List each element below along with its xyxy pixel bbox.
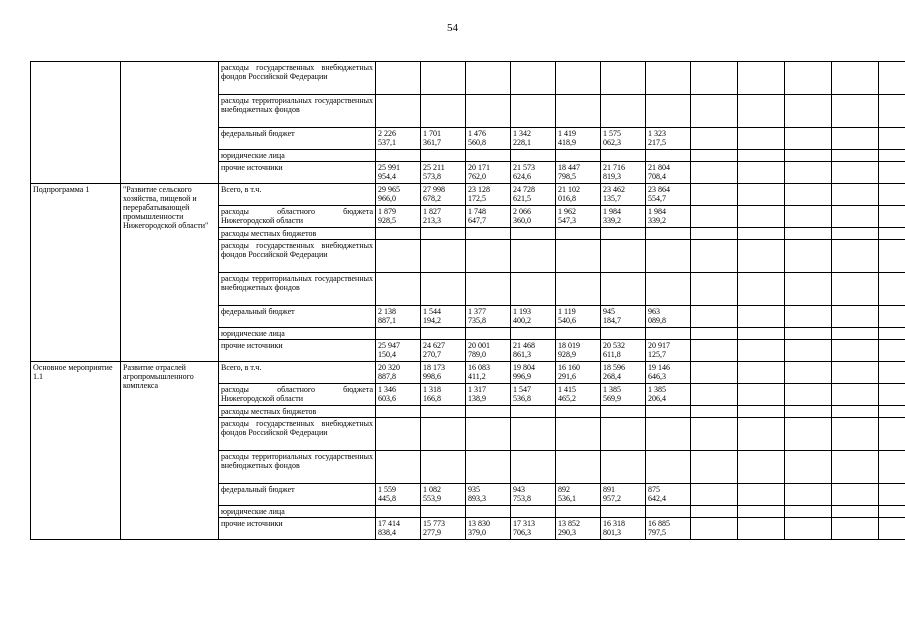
empty-cell — [832, 406, 879, 418]
value-cell — [421, 418, 466, 451]
funding-source-cell: Всего, в т.ч. — [219, 184, 376, 206]
value-cell: 25 211 573,8 — [421, 162, 466, 184]
empty-cell — [738, 384, 785, 406]
value-cell — [466, 228, 511, 240]
empty-cell — [879, 340, 905, 362]
value-cell — [421, 506, 466, 518]
program-name-cell: Развитие отраслей агропромышленного комплекса — [121, 362, 219, 540]
empty-cell — [879, 418, 905, 451]
empty-cell — [879, 240, 905, 273]
empty-cell — [738, 451, 785, 484]
value-cell: 21 102 016,8 — [556, 184, 601, 206]
value-cell: 19 804 996,9 — [511, 362, 556, 384]
value-cell — [646, 150, 691, 162]
empty-cell — [879, 384, 905, 406]
funding-source-cell: юридические лица — [219, 328, 376, 340]
value-cell — [466, 418, 511, 451]
value-cell — [421, 451, 466, 484]
value-cell — [556, 95, 601, 128]
empty-cell — [691, 328, 738, 340]
value-cell — [601, 451, 646, 484]
value-cell — [421, 95, 466, 128]
value-cell: 1 984 339,2 — [601, 206, 646, 228]
value-cell — [421, 406, 466, 418]
value-cell — [556, 240, 601, 273]
funding-source-cell: расходы областного бюджета Нижегородской области — [219, 206, 376, 228]
value-cell: 20 001 789,0 — [466, 340, 511, 362]
empty-cell — [785, 95, 832, 128]
value-cell: 16 885 797,5 — [646, 518, 691, 540]
value-cell: 20 320 887,8 — [376, 362, 421, 384]
value-cell — [646, 240, 691, 273]
value-cell — [511, 240, 556, 273]
empty-cell — [879, 128, 905, 150]
funding-source-cell: расходы территориальных государственных внебюджетных фондов — [219, 273, 376, 306]
page-number: 54 — [447, 22, 458, 34]
empty-cell — [832, 240, 879, 273]
empty-cell — [691, 518, 738, 540]
value-cell — [466, 406, 511, 418]
program-cell: Подпрограмма 1 — [31, 184, 121, 362]
empty-cell — [691, 484, 738, 506]
value-cell — [511, 451, 556, 484]
empty-cell — [785, 418, 832, 451]
empty-cell — [785, 406, 832, 418]
value-cell — [376, 62, 421, 95]
empty-cell — [879, 62, 905, 95]
funding-source-cell: прочие источники — [219, 340, 376, 362]
value-cell: 21 804 708,4 — [646, 162, 691, 184]
value-cell: 1 575 062,3 — [601, 128, 646, 150]
value-cell: 16 160 291,6 — [556, 362, 601, 384]
table-row — [31, 62, 905, 95]
value-cell — [646, 418, 691, 451]
empty-cell — [691, 228, 738, 240]
value-cell: 963 089,8 — [646, 306, 691, 328]
empty-cell — [738, 328, 785, 340]
empty-cell — [832, 228, 879, 240]
empty-cell — [691, 62, 738, 95]
value-cell: 16 318 801,3 — [601, 518, 646, 540]
value-cell: 17 313 706,3 — [511, 518, 556, 540]
value-cell — [421, 62, 466, 95]
empty-cell — [879, 506, 905, 518]
value-cell: 24 728 621,5 — [511, 184, 556, 206]
value-cell — [421, 150, 466, 162]
funding-source-cell: расходы местных бюджетов — [219, 406, 376, 418]
value-cell: 1 385 206,4 — [646, 384, 691, 406]
empty-cell — [832, 340, 879, 362]
empty-cell — [785, 206, 832, 228]
value-cell: 20 532 611,8 — [601, 340, 646, 362]
value-cell: 1 385 569,9 — [601, 384, 646, 406]
value-cell: 1 559 445,8 — [376, 484, 421, 506]
value-cell: 25 947 150,4 — [376, 340, 421, 362]
value-cell: 13 830 379,0 — [466, 518, 511, 540]
value-cell — [601, 406, 646, 418]
empty-cell — [738, 418, 785, 451]
empty-cell — [785, 228, 832, 240]
empty-cell — [738, 484, 785, 506]
value-cell: 1 317 138,9 — [466, 384, 511, 406]
value-cell — [421, 228, 466, 240]
empty-cell — [738, 128, 785, 150]
value-cell — [466, 240, 511, 273]
empty-cell — [832, 162, 879, 184]
value-cell: 21 468 861,3 — [511, 340, 556, 362]
value-cell: 1 082 553,9 — [421, 484, 466, 506]
empty-cell — [738, 206, 785, 228]
empty-cell — [785, 362, 832, 384]
value-cell: 1 547 536,8 — [511, 384, 556, 406]
value-cell — [511, 62, 556, 95]
value-cell: 1 879 928,5 — [376, 206, 421, 228]
value-cell: 25 991 954,4 — [376, 162, 421, 184]
value-cell — [646, 506, 691, 518]
value-cell — [511, 506, 556, 518]
value-cell — [646, 328, 691, 340]
funding-source-cell: юридические лица — [219, 506, 376, 518]
empty-cell — [738, 518, 785, 540]
value-cell: 1 119 540,6 — [556, 306, 601, 328]
value-cell: 945 184,7 — [601, 306, 646, 328]
value-cell — [556, 228, 601, 240]
funding-source-cell: прочие источники — [219, 518, 376, 540]
value-cell — [511, 273, 556, 306]
empty-cell — [691, 418, 738, 451]
value-cell — [556, 451, 601, 484]
empty-cell — [738, 306, 785, 328]
empty-cell — [785, 518, 832, 540]
value-cell: 23 462 135,7 — [601, 184, 646, 206]
value-cell — [466, 62, 511, 95]
value-cell — [421, 273, 466, 306]
empty-cell — [879, 451, 905, 484]
value-cell — [646, 62, 691, 95]
value-cell: 15 773 277,9 — [421, 518, 466, 540]
empty-cell — [832, 451, 879, 484]
empty-cell — [879, 95, 905, 128]
value-cell — [556, 62, 601, 95]
empty-cell — [832, 484, 879, 506]
value-cell: 20 917 125,7 — [646, 340, 691, 362]
value-cell: 875 642,4 — [646, 484, 691, 506]
funding-source-cell: расходы государственных внебюджетных фондов Российской Федерации — [219, 62, 376, 95]
value-cell: 23 864 554,7 — [646, 184, 691, 206]
empty-cell — [785, 62, 832, 95]
value-cell — [376, 451, 421, 484]
funding-source-cell: расходы территориальных государственных внебюджетных фондов — [219, 95, 376, 128]
value-cell: 1 193 400,2 — [511, 306, 556, 328]
value-cell — [466, 273, 511, 306]
empty-cell — [691, 406, 738, 418]
empty-cell — [785, 328, 832, 340]
empty-cell — [738, 340, 785, 362]
empty-cell — [832, 62, 879, 95]
empty-cell — [832, 150, 879, 162]
value-cell: 891 957,2 — [601, 484, 646, 506]
value-cell: 2 226 537,1 — [376, 128, 421, 150]
value-cell — [556, 273, 601, 306]
value-cell — [376, 95, 421, 128]
value-cell: 1 544 194,2 — [421, 306, 466, 328]
empty-cell — [785, 506, 832, 518]
funding-source-cell: прочие источники — [219, 162, 376, 184]
value-cell — [601, 95, 646, 128]
value-cell — [376, 273, 421, 306]
value-cell — [421, 328, 466, 340]
empty-cell — [738, 162, 785, 184]
value-cell: 13 852 290,3 — [556, 518, 601, 540]
budget-table-body — [31, 62, 905, 540]
value-cell — [376, 240, 421, 273]
value-cell: 935 893,3 — [466, 484, 511, 506]
empty-cell — [832, 206, 879, 228]
funding-source-cell: расходы государственных внебюджетных фондов Российской Федерации — [219, 418, 376, 451]
value-cell — [376, 506, 421, 518]
value-cell — [646, 273, 691, 306]
empty-cell — [785, 128, 832, 150]
value-cell — [466, 506, 511, 518]
value-cell: 1 377 735,8 — [466, 306, 511, 328]
empty-cell — [785, 340, 832, 362]
value-cell — [376, 418, 421, 451]
value-cell — [646, 406, 691, 418]
empty-cell — [738, 240, 785, 273]
value-cell: 18 019 928,9 — [556, 340, 601, 362]
value-cell — [511, 95, 556, 128]
empty-cell — [691, 273, 738, 306]
funding-source-cell: расходы государственных внебюджетных фондов Российской Федерации — [219, 240, 376, 273]
empty-cell — [879, 273, 905, 306]
empty-cell — [738, 406, 785, 418]
empty-cell — [691, 206, 738, 228]
empty-cell — [879, 162, 905, 184]
value-cell: 23 128 172,5 — [466, 184, 511, 206]
empty-cell — [691, 451, 738, 484]
value-cell — [511, 328, 556, 340]
empty-cell — [738, 506, 785, 518]
empty-cell — [832, 273, 879, 306]
value-cell — [556, 406, 601, 418]
empty-cell — [691, 384, 738, 406]
program-name-cell: "Развитие сельского хозяйства, пищевой и перерабатывающей промышленности Нижегородской области" — [121, 184, 219, 362]
funding-source-cell: Всего, в т.ч. — [219, 362, 376, 384]
value-cell: 21 573 624,6 — [511, 162, 556, 184]
funding-source-cell: расходы областного бюджета Нижегородской области — [219, 384, 376, 406]
value-cell — [376, 406, 421, 418]
empty-cell — [879, 362, 905, 384]
value-cell: 943 753,8 — [511, 484, 556, 506]
value-cell — [376, 328, 421, 340]
empty-cell — [691, 162, 738, 184]
empty-cell — [832, 384, 879, 406]
funding-source-cell: федеральный бюджет — [219, 306, 376, 328]
empty-cell — [832, 518, 879, 540]
value-cell — [466, 328, 511, 340]
value-cell: 1 323 217,5 — [646, 128, 691, 150]
empty-cell — [832, 184, 879, 206]
value-cell: 27 998 678,2 — [421, 184, 466, 206]
empty-cell — [879, 206, 905, 228]
value-cell: 1 701 361,7 — [421, 128, 466, 150]
empty-cell — [785, 306, 832, 328]
value-cell: 17 414 838,4 — [376, 518, 421, 540]
value-cell: 1 419 418,9 — [556, 128, 601, 150]
value-cell: 18 173 998,6 — [421, 362, 466, 384]
empty-cell — [785, 273, 832, 306]
program-cell — [31, 62, 121, 184]
value-cell — [646, 95, 691, 128]
value-cell — [511, 150, 556, 162]
empty-cell — [879, 406, 905, 418]
value-cell — [556, 328, 601, 340]
value-cell — [511, 406, 556, 418]
value-cell — [646, 451, 691, 484]
empty-cell — [832, 362, 879, 384]
value-cell: 20 171 762,0 — [466, 162, 511, 184]
empty-cell — [785, 162, 832, 184]
value-cell: 2 066 360,0 — [511, 206, 556, 228]
empty-cell — [738, 273, 785, 306]
empty-cell — [832, 418, 879, 451]
empty-cell — [879, 228, 905, 240]
value-cell — [421, 240, 466, 273]
funding-source-cell: расходы территориальных государственных внебюджетных фондов — [219, 451, 376, 484]
value-cell — [646, 228, 691, 240]
empty-cell — [832, 95, 879, 128]
empty-cell — [785, 184, 832, 206]
empty-cell — [879, 328, 905, 340]
empty-cell — [879, 518, 905, 540]
empty-cell — [691, 506, 738, 518]
value-cell: 18 447 798,5 — [556, 162, 601, 184]
value-cell: 19 146 646,3 — [646, 362, 691, 384]
value-cell — [601, 150, 646, 162]
value-cell: 1 827 213,3 — [421, 206, 466, 228]
value-cell — [466, 451, 511, 484]
empty-cell — [738, 362, 785, 384]
value-cell — [601, 240, 646, 273]
empty-cell — [879, 306, 905, 328]
value-cell: 1 342 228,1 — [511, 128, 556, 150]
value-cell: 21 716 819,3 — [601, 162, 646, 184]
empty-cell — [738, 228, 785, 240]
value-cell — [511, 418, 556, 451]
value-cell: 24 627 270,7 — [421, 340, 466, 362]
value-cell — [466, 150, 511, 162]
empty-cell — [832, 506, 879, 518]
value-cell: 1 346 603,6 — [376, 384, 421, 406]
value-cell: 1 415 465,2 — [556, 384, 601, 406]
value-cell — [466, 95, 511, 128]
value-cell — [601, 506, 646, 518]
value-cell: 2 138 887,1 — [376, 306, 421, 328]
funding-source-cell: юридические лица — [219, 150, 376, 162]
empty-cell — [785, 451, 832, 484]
empty-cell — [691, 340, 738, 362]
empty-cell — [785, 384, 832, 406]
program-name-cell — [121, 62, 219, 184]
value-cell — [556, 150, 601, 162]
empty-cell — [691, 95, 738, 128]
empty-cell — [879, 484, 905, 506]
table-row — [31, 362, 905, 384]
empty-cell — [691, 362, 738, 384]
empty-cell — [691, 128, 738, 150]
funding-source-cell: федеральный бюджет — [219, 128, 376, 150]
empty-cell — [691, 150, 738, 162]
value-cell — [556, 506, 601, 518]
value-cell — [376, 150, 421, 162]
value-cell — [511, 228, 556, 240]
value-cell: 1 476 560,8 — [466, 128, 511, 150]
empty-cell — [738, 95, 785, 128]
empty-cell — [738, 184, 785, 206]
empty-cell — [785, 240, 832, 273]
value-cell — [601, 328, 646, 340]
value-cell — [601, 228, 646, 240]
empty-cell — [691, 306, 738, 328]
program-cell: Основное мероприятие 1.1 — [31, 362, 121, 540]
value-cell: 892 536,1 — [556, 484, 601, 506]
funding-source-cell: федеральный бюджет — [219, 484, 376, 506]
value-cell — [376, 228, 421, 240]
table-row — [31, 184, 905, 206]
value-cell: 16 083 411,2 — [466, 362, 511, 384]
value-cell — [601, 418, 646, 451]
empty-cell — [879, 150, 905, 162]
value-cell — [601, 62, 646, 95]
empty-cell — [879, 184, 905, 206]
empty-cell — [691, 184, 738, 206]
funding-source-cell: расходы местных бюджетов — [219, 228, 376, 240]
empty-cell — [785, 484, 832, 506]
value-cell: 29 965 966,0 — [376, 184, 421, 206]
empty-cell — [832, 328, 879, 340]
value-cell: 18 596 268,4 — [601, 362, 646, 384]
budget-table — [30, 61, 905, 540]
empty-cell — [832, 306, 879, 328]
empty-cell — [691, 240, 738, 273]
empty-cell — [738, 62, 785, 95]
value-cell: 1 318 166,8 — [421, 384, 466, 406]
value-cell: 1 748 647,7 — [466, 206, 511, 228]
empty-cell — [738, 150, 785, 162]
empty-cell — [785, 150, 832, 162]
value-cell — [556, 418, 601, 451]
empty-cell — [832, 128, 879, 150]
value-cell — [601, 273, 646, 306]
value-cell: 1 962 547,3 — [556, 206, 601, 228]
value-cell: 1 984 339,2 — [646, 206, 691, 228]
